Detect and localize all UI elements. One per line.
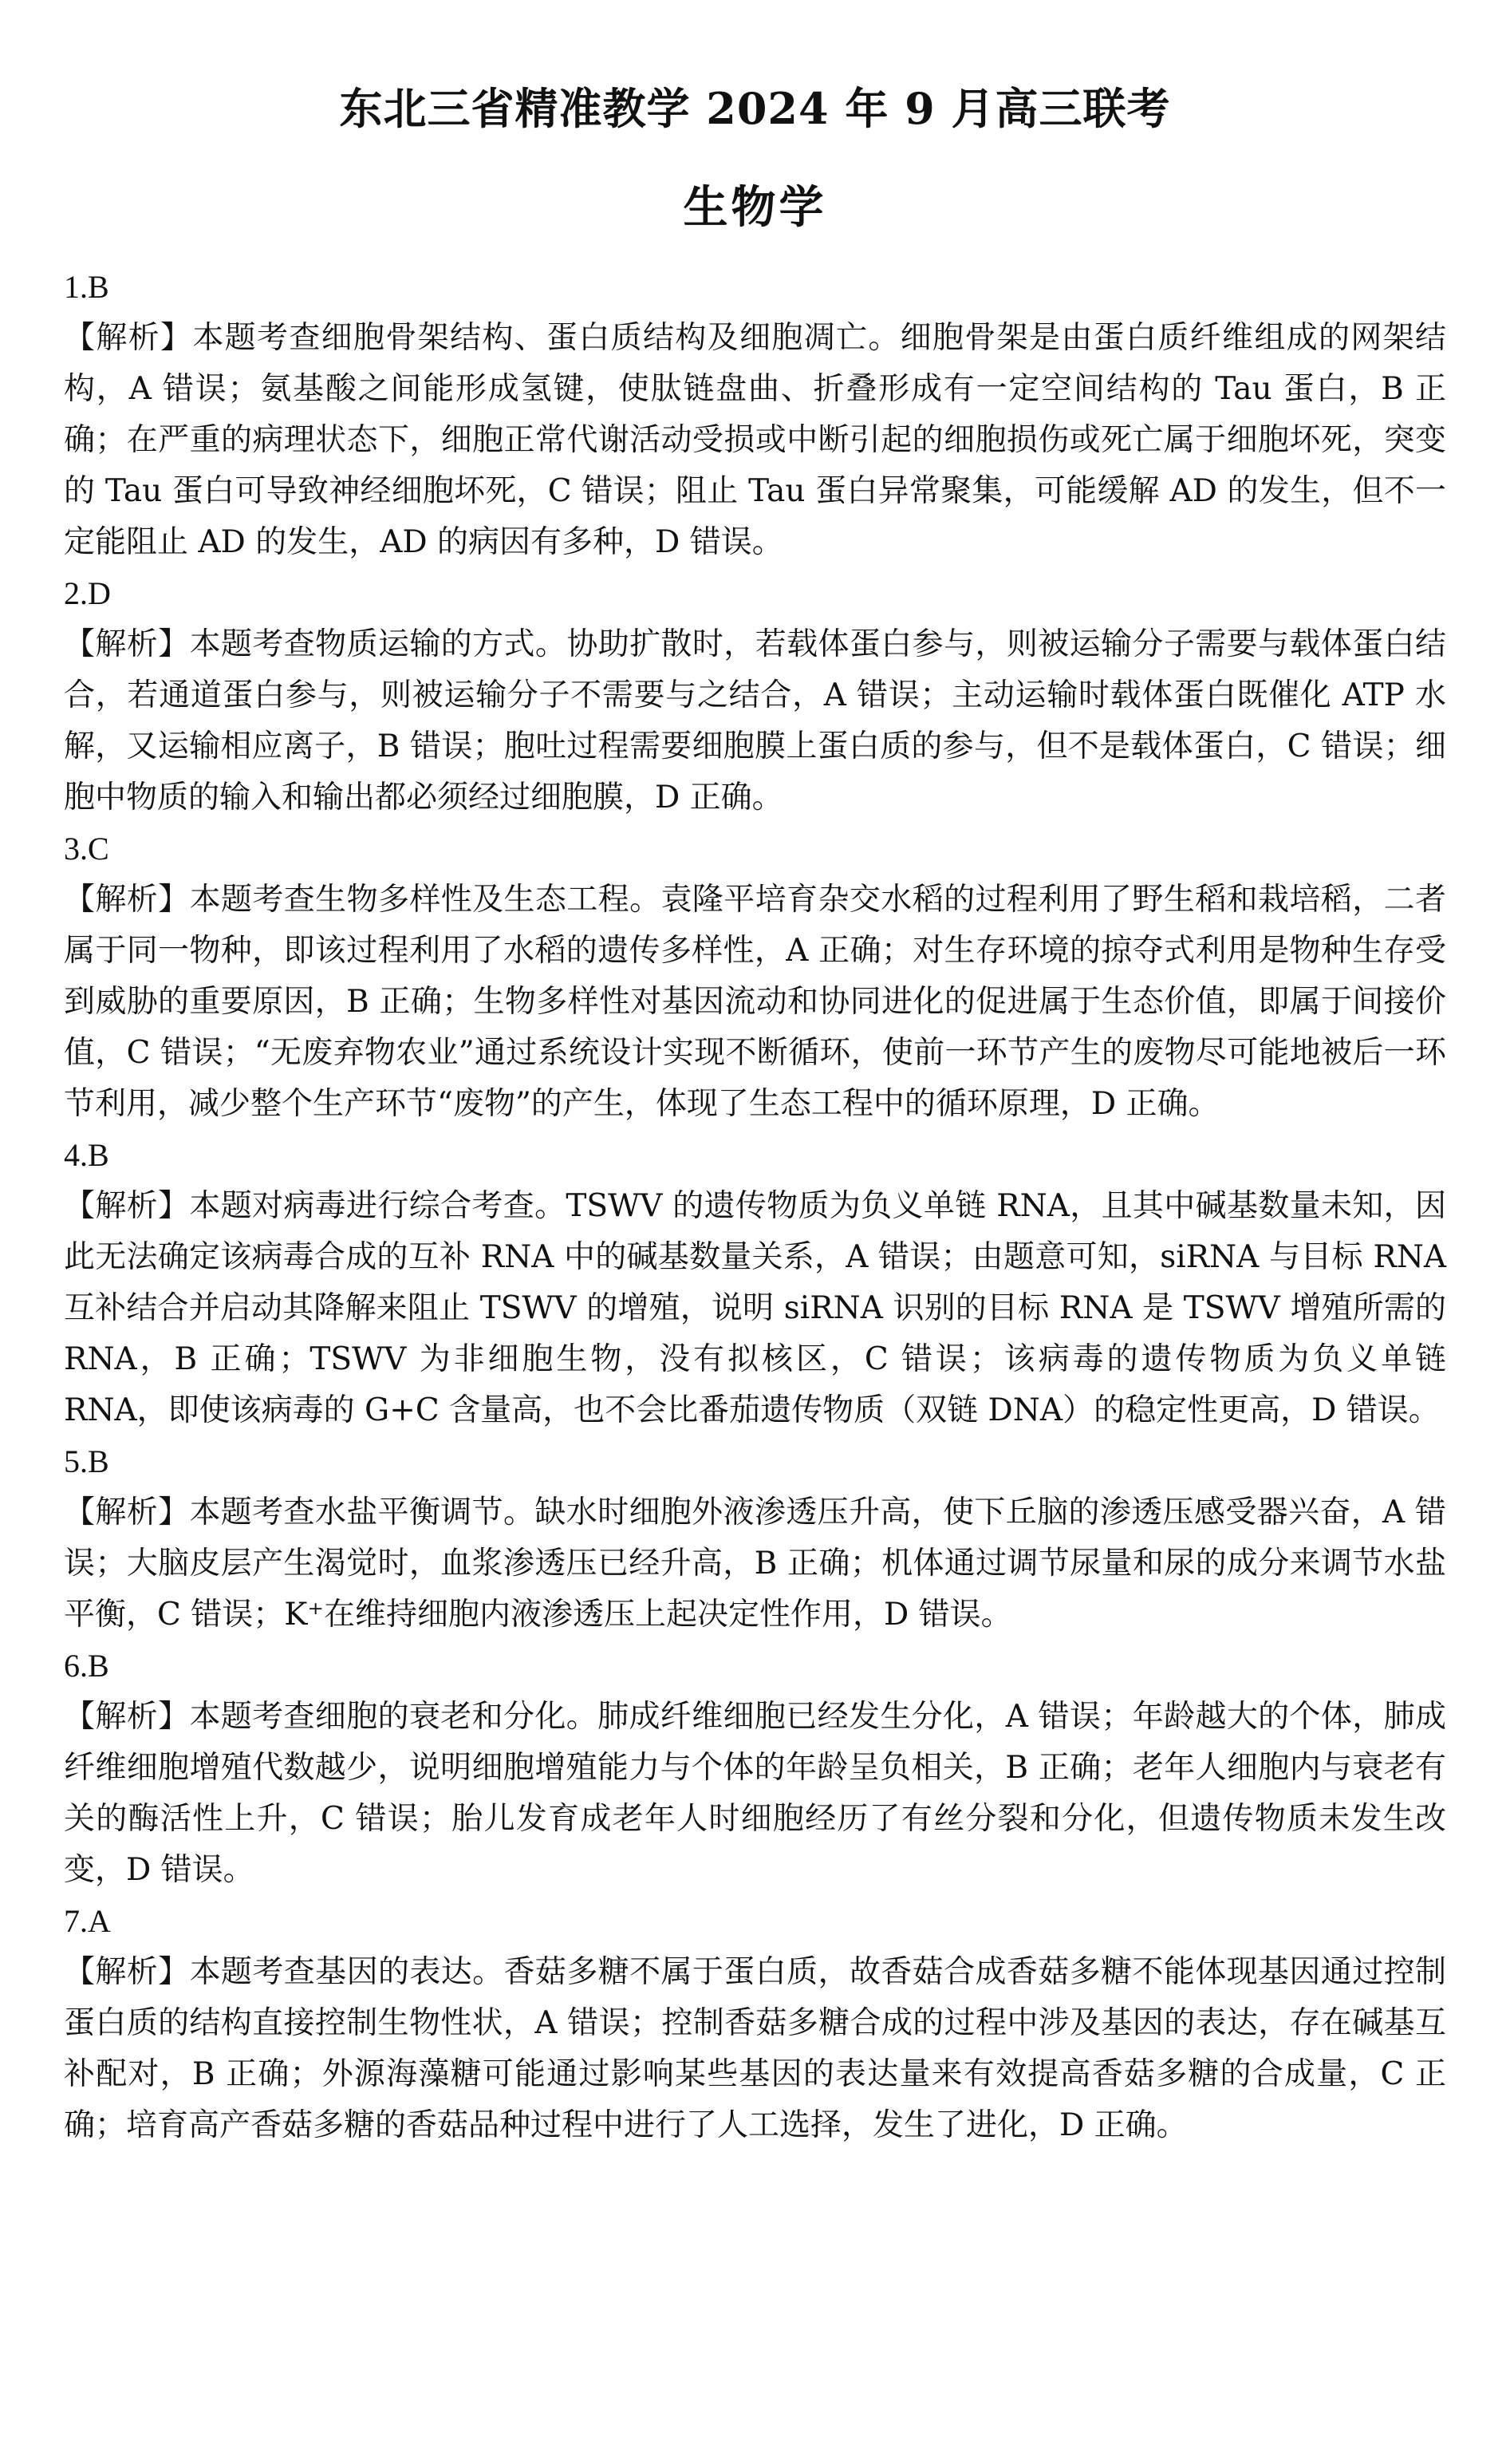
explanation-text <box>64 1692 1446 1896</box>
explanation-body: 本题考查水盐平衡调节。缺水时细胞外液渗透压升高，使下丘脑的渗透压感受器兴奋，A 错误；大脑皮层产生渴觉时，血浆渗透压已经升高，B 正确；机体通过调节尿量和尿的成分来调节水盐平衡，C 错误；K⁺在维持细胞内液渗透压上起决定性作用，D 错误。 <box>64 1495 1446 1633</box>
question-3 <box>64 823 1446 1130</box>
explanation-tag: 【解析】 <box>64 1188 190 1224</box>
explanation-text <box>64 1487 1446 1641</box>
explanation-body: 本题对病毒进行综合考查。TSWV 的遗传物质为负义单链 RNA，且其中碱基数量未知，因此无法确定该病毒合成的互补 RNA 中的碱基数量关系，A 错误；由题意可知，siRNA 与目标 RNA 互补结合并启动其降解来阻止 TSWV 的增殖，说明 siRNA 识别的目标 RNA 是 TSWV 增殖所需的 RNA，B 正确；TSWV 为非细胞生物，没有拟核区，C 错误；该病毒的遗传物质为负义单链 RNA，即使该病毒的 G+C 含量高，也不会比番茄遗传物质（双链 DNA）的稳定性更高，D 错误。 <box>64 1188 1446 1428</box>
explanation-body: 本题考查生物多样性及生态工程。袁隆平培育杂交水稻的过程利用了野生稻和栽培稻，二者属于同一物种，即该过程利用了水稻的遗传多样性，A 正确；对生存环境的掠夺式利用是物种生存受到威胁的重要原因，B 正确；生物多样性对基因流动和协同进化的促进属于生态价值，即属于间接价值，C 错误；“无废弃物农业”通过系统设计实现不断循环，使前一环节产生的废物尽可能地被后一环节利用，减少整个生产环节“废物”的产生，体现了生态工程中的循环原理，D 正确。 <box>64 882 1446 1122</box>
answer-label: 1.B <box>64 269 109 305</box>
question-5 <box>64 1436 1446 1641</box>
explanation-tag: 【解析】 <box>64 1699 190 1735</box>
question-2 <box>64 568 1446 823</box>
question-7 <box>64 1896 1446 2151</box>
explanation-text <box>64 1181 1446 1436</box>
explanation-tag: 【解析】 <box>64 1954 190 1990</box>
answer-label: 3.C <box>64 831 109 867</box>
explanation-tag: 【解析】 <box>64 320 193 356</box>
explanation-body: 本题考查细胞的衰老和分化。肺成纤维细胞已经发生分化，A 错误；年龄越大的个体，肺成纤维细胞增殖代数越少，说明细胞增殖能力与个体的年龄呈负相关，B 正确；老年人细胞内与衰老有关的酶活性上升，C 错误；胎儿发育成老年人时细胞经历了有丝分裂和分化，但遗传物质未发生改变，D 错误。 <box>64 1699 1446 1888</box>
explanation-tag: 【解析】 <box>64 1495 190 1530</box>
question-4 <box>64 1130 1446 1436</box>
page-title: 东北三省精准教学 2024 年 9 月高三联考 <box>339 83 1171 134</box>
explanation-text <box>64 875 1446 1130</box>
explanation-body: 本题考查基因的表达。香菇多糖不属于蛋白质，故香菇合成香菇多糖不能体现基因通过控制蛋白质的结构直接控制生物性状，A 错误；控制香菇多糖合成的过程中涉及基因的表达，存在碱基互补配对，B 正确；外源海藻糖可能通过影响某些基因的表达量来有效提高香菇多糖的合成量，C 正确；培育高产香菇多糖的香菇品种过程中进行了人工选择，发生了进化，D 正确。 <box>64 1954 1446 2143</box>
answer-label: 2.D <box>64 575 111 611</box>
explanation-text <box>64 313 1446 568</box>
explanation-body: 本题考查细胞骨架结构、蛋白质结构及细胞凋亡。细胞骨架是由蛋白质纤维组成的网架结构，A 错误；氨基酸之间能形成氢键，使肽链盘曲、折叠形成有一定空间结构的 Tau 蛋白，B 正确；在严重的病理状态下，细胞正常代谢活动受损或中断引起的细胞损伤或死亡属于细胞坏死，突变的 Tau 蛋白可导致神经细胞坏死，C 错误；阻止 Tau 蛋白异常聚集，可能缓解 AD 的发生，但不一定能阻止 AD 的发生，AD 的病因有多种，D 错误。 <box>64 320 1446 560</box>
answer-label: 4.B <box>64 1137 109 1173</box>
answer-label: 7.A <box>64 1903 111 1939</box>
subject-title: 生物学 <box>683 181 827 234</box>
answer-label: 5.B <box>64 1443 109 1479</box>
explanation-tag: 【解析】 <box>64 882 190 918</box>
explanation-body: 本题考查物质运输的方式。协助扩散时，若载体蛋白参与，则被运输分子需要与载体蛋白结合，若通道蛋白参与，则被运输分子不需要与之结合，A 错误；主动运输时载体蛋白既催化 ATP 水解，又运输相应离子，B 错误；胞吐过程需要细胞膜上蛋白质的参与，但不是载体蛋白，C 错误；细胞中物质的输入和输出都必须经过细胞膜，D 正确。 <box>64 626 1446 815</box>
explanation-text <box>64 1947 1446 2151</box>
explanation-text <box>64 619 1446 823</box>
question-6 <box>64 1641 1446 1896</box>
explanation-tag: 【解析】 <box>64 626 190 662</box>
answer-label: 6.B <box>64 1648 109 1684</box>
question-1 <box>64 262 1446 568</box>
